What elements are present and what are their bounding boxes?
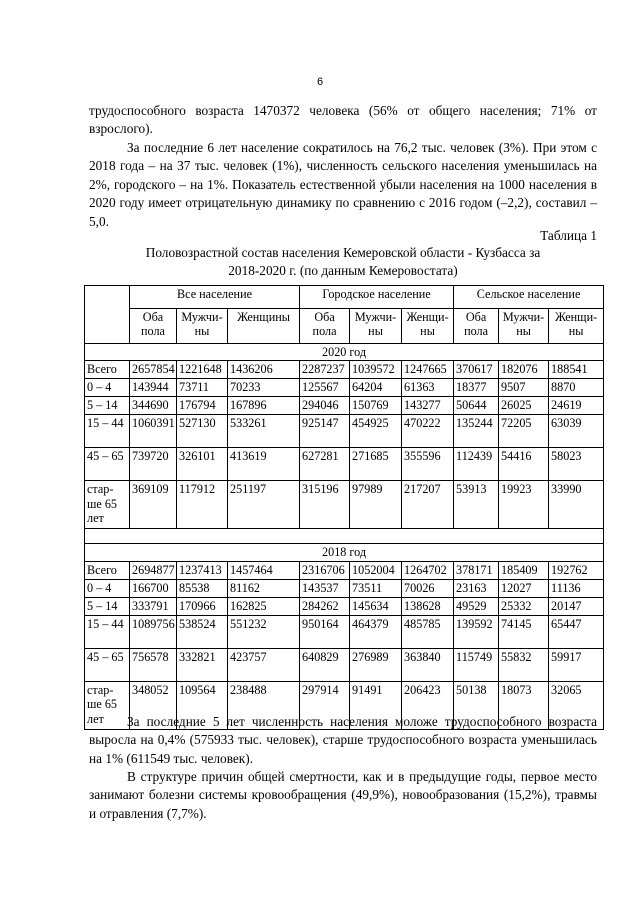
table-row (85, 615, 604, 648)
row-label: 45 – 65 (85, 648, 130, 681)
table-cell: 70233 (228, 379, 300, 397)
group-header-urban: Городское население (300, 286, 454, 309)
table-cell: 348052 (130, 681, 177, 729)
table-cell: 50644 (454, 397, 499, 415)
table-cell: 271685 (350, 448, 402, 481)
table-cell: 485785 (402, 615, 454, 648)
paragraph-intro: трудоспособного возраста 1470372 человека (56% от общего населения; 71% от взрослого). (89, 103, 597, 137)
table-cell: 170966 (177, 597, 228, 615)
table-cell: 297914 (300, 681, 350, 729)
table-caption (89, 244, 597, 281)
table-cell: 19923 (499, 481, 549, 529)
table-cell: 251197 (228, 481, 300, 529)
group-header-all: Все население (130, 286, 300, 309)
table-cell: 925147 (300, 415, 350, 448)
table-cell: 188541 (549, 361, 604, 379)
row-label: 15 – 44 (85, 415, 130, 448)
table-cell: 454925 (350, 415, 402, 448)
table-cell: 9507 (499, 379, 549, 397)
table-cell: 33990 (549, 481, 604, 529)
table-caption-line-1: Половозрастной состав населения Кемеровской области - Кузбасса за (145, 245, 541, 260)
table-cell: 294046 (300, 397, 350, 415)
table-cell: 1039572 (350, 361, 402, 379)
subheader-cell: Женщи-ны (402, 309, 454, 344)
subheader-cell: Оба пола (130, 309, 177, 344)
table-cell: 70026 (402, 579, 454, 597)
table-cell: 49529 (454, 597, 499, 615)
table-cell: 143277 (402, 397, 454, 415)
table-cell: 464379 (350, 615, 402, 648)
table-cell: 18073 (499, 681, 549, 729)
year-label: 2020 год (85, 344, 604, 361)
table-cell: 54416 (499, 448, 549, 481)
group-header-rural: Сельское население (454, 286, 604, 309)
header-corner-cell (85, 286, 130, 344)
row-label: 15 – 44 (85, 615, 130, 648)
table-cell: 378171 (454, 561, 499, 579)
table-cell: 1247665 (402, 361, 454, 379)
table-cell: 12027 (499, 579, 549, 597)
table-cell: 150769 (350, 397, 402, 415)
table-cell: 470222 (402, 415, 454, 448)
table-cell: 423757 (228, 648, 300, 681)
table-cell: 276989 (350, 648, 402, 681)
table-cell: 1089756 (130, 615, 177, 648)
row-label: 0 – 4 (85, 379, 130, 397)
year-label: 2018 год (85, 544, 604, 561)
table-cell: 26025 (499, 397, 549, 415)
table-cell: 135244 (454, 415, 499, 448)
table-cell: 2657854 (130, 361, 177, 379)
table-caption-line-2: 2018-2020 г. (по данным Кемеровостата) (228, 263, 458, 279)
table-cell: 206423 (402, 681, 454, 729)
table-header-sub (85, 309, 604, 344)
table-cell: 65447 (549, 615, 604, 648)
table-cell: 533261 (228, 415, 300, 448)
table-cell: 332821 (177, 648, 228, 681)
year-row (85, 344, 604, 361)
table-cell: 138628 (402, 597, 454, 615)
row-label: стар-ше 65 лет (85, 681, 130, 729)
table-cell: 166700 (130, 579, 177, 597)
year-row (85, 544, 604, 561)
row-label: Всего (85, 361, 130, 379)
table-cell: 20147 (549, 597, 604, 615)
page-number: 6 (316, 76, 324, 88)
table-cell: 756578 (130, 648, 177, 681)
table-cell: 58023 (549, 448, 604, 481)
row-label: Всего (85, 561, 130, 579)
table-cell: 117912 (177, 481, 228, 529)
table-cell: 109564 (177, 681, 228, 729)
table-cell: 527130 (177, 415, 228, 448)
population-table (84, 285, 604, 730)
table-cell: 344690 (130, 397, 177, 415)
table-cell: 739720 (130, 448, 177, 481)
table-cell: 950164 (300, 615, 350, 648)
row-label: 5 – 14 (85, 397, 130, 415)
table-cell: 61363 (402, 379, 454, 397)
table-row (85, 448, 604, 481)
paragraph-population-change: За последние 6 лет население сократилось на 76,2 тыс. человек (3%). При этом с 2018 года – на 37 тыс. человек (1%), численность сельского населения уменьшилась на 2%, городского – на 1%. Показатель естественной убыли населения на 1000 населения в 2020 году имеет отрицательную динамику по сравнению с 2016 годом (–2,2), составил – 5,0. (89, 140, 597, 229)
subheader-cell: Оба пола (300, 309, 350, 344)
subheader-cell: Мужчи-ны (177, 309, 228, 344)
table-cell: 326101 (177, 448, 228, 481)
table-cell: 1060391 (130, 415, 177, 448)
paragraph-age-dynamics: За последние 5 лет численность населения моложе трудоспособного возраста выросла на 0,4% (575933 тыс. человек), старше трудоспособного возраста уменьшилась на 1% (611549 тыс. человек). (89, 714, 597, 766)
table-cell: 1221648 (177, 361, 228, 379)
table-cell: 162825 (228, 597, 300, 615)
table-cell: 64204 (350, 379, 402, 397)
table-cell: 85538 (177, 579, 228, 597)
table-row (85, 361, 604, 379)
table-cell: 333791 (130, 597, 177, 615)
table-row (85, 481, 604, 529)
subheader-cell: Женщины (228, 309, 300, 344)
table-cell: 355596 (402, 448, 454, 481)
table-cell: 112439 (454, 448, 499, 481)
table-label: Таблица 1 (540, 228, 597, 243)
table-row (85, 597, 604, 615)
table-cell: 55832 (499, 648, 549, 681)
row-label: 45 – 65 (85, 448, 130, 481)
subheader-cell: Мужчи-ны (350, 309, 402, 344)
table-cell: 72205 (499, 415, 549, 448)
table-cell: 50138 (454, 681, 499, 729)
table-cell: 238488 (228, 681, 300, 729)
table-cell: 627281 (300, 448, 350, 481)
table-cell: 145634 (350, 597, 402, 615)
table-row (85, 579, 604, 597)
table-cell: 23163 (454, 579, 499, 597)
subheader-cell: Оба пола (454, 309, 499, 344)
table-header-groups (85, 286, 604, 309)
table-cell: 115749 (454, 648, 499, 681)
table-cell: 176794 (177, 397, 228, 415)
table-cell: 63039 (549, 415, 604, 448)
table-cell: 143944 (130, 379, 177, 397)
table-cell: 73711 (177, 379, 228, 397)
table-cell: 370617 (454, 361, 499, 379)
table-cell: 18377 (454, 379, 499, 397)
row-label: стар-ше 65 лет (85, 481, 130, 529)
table-cell: 143537 (300, 579, 350, 597)
table-cell: 192762 (549, 561, 604, 579)
table-cell: 640829 (300, 648, 350, 681)
table-cell: 91491 (350, 681, 402, 729)
table-cell: 8870 (549, 379, 604, 397)
table-cell: 413619 (228, 448, 300, 481)
table-cell: 369109 (130, 481, 177, 529)
row-label: 0 – 4 (85, 579, 130, 597)
table-cell: 1237413 (177, 561, 228, 579)
table-cell: 97989 (350, 481, 402, 529)
table-cell: 11136 (549, 579, 604, 597)
spacer-cell (85, 529, 604, 544)
table-cell: 1436206 (228, 361, 300, 379)
table-cell: 1457464 (228, 561, 300, 579)
table-row (85, 397, 604, 415)
table-cell: 167896 (228, 397, 300, 415)
table-cell: 182076 (499, 361, 549, 379)
table-cell: 315196 (300, 481, 350, 529)
table-cell: 25332 (499, 597, 549, 615)
table-cell: 538524 (177, 615, 228, 648)
table-cell: 284262 (300, 597, 350, 615)
subheader-cell: Женщи-ны (549, 309, 604, 344)
table-row (85, 561, 604, 579)
table-cell: 2694877 (130, 561, 177, 579)
table-cell: 81162 (228, 579, 300, 597)
table-cell: 363840 (402, 648, 454, 681)
table-cell: 32065 (549, 681, 604, 729)
table-cell: 551232 (228, 615, 300, 648)
table-cell: 2316706 (300, 561, 350, 579)
spacer-row (85, 529, 604, 544)
table-cell: 53913 (454, 481, 499, 529)
table-cell: 1264702 (402, 561, 454, 579)
table-cell: 185409 (499, 561, 549, 579)
row-label: 5 – 14 (85, 597, 130, 615)
table-row (85, 648, 604, 681)
table-cell: 59917 (549, 648, 604, 681)
table-cell: 2287237 (300, 361, 350, 379)
subheader-cell: Мужчи-ны (499, 309, 549, 344)
paragraph-mortality: В структуре причин общей смертности, как и в предыдущие годы, первое место занимают болезни системы кровообращения (49,9%), новообразования (15,2%), травмы и отравления (7,7%). (89, 769, 597, 821)
table-cell: 24619 (549, 397, 604, 415)
table-cell: 1052004 (350, 561, 402, 579)
table-row (85, 379, 604, 397)
table-row (85, 415, 604, 448)
table-cell: 73511 (350, 579, 402, 597)
table-cell: 125567 (300, 379, 350, 397)
table-cell: 74145 (499, 615, 549, 648)
table-cell: 217207 (402, 481, 454, 529)
table-cell: 139592 (454, 615, 499, 648)
